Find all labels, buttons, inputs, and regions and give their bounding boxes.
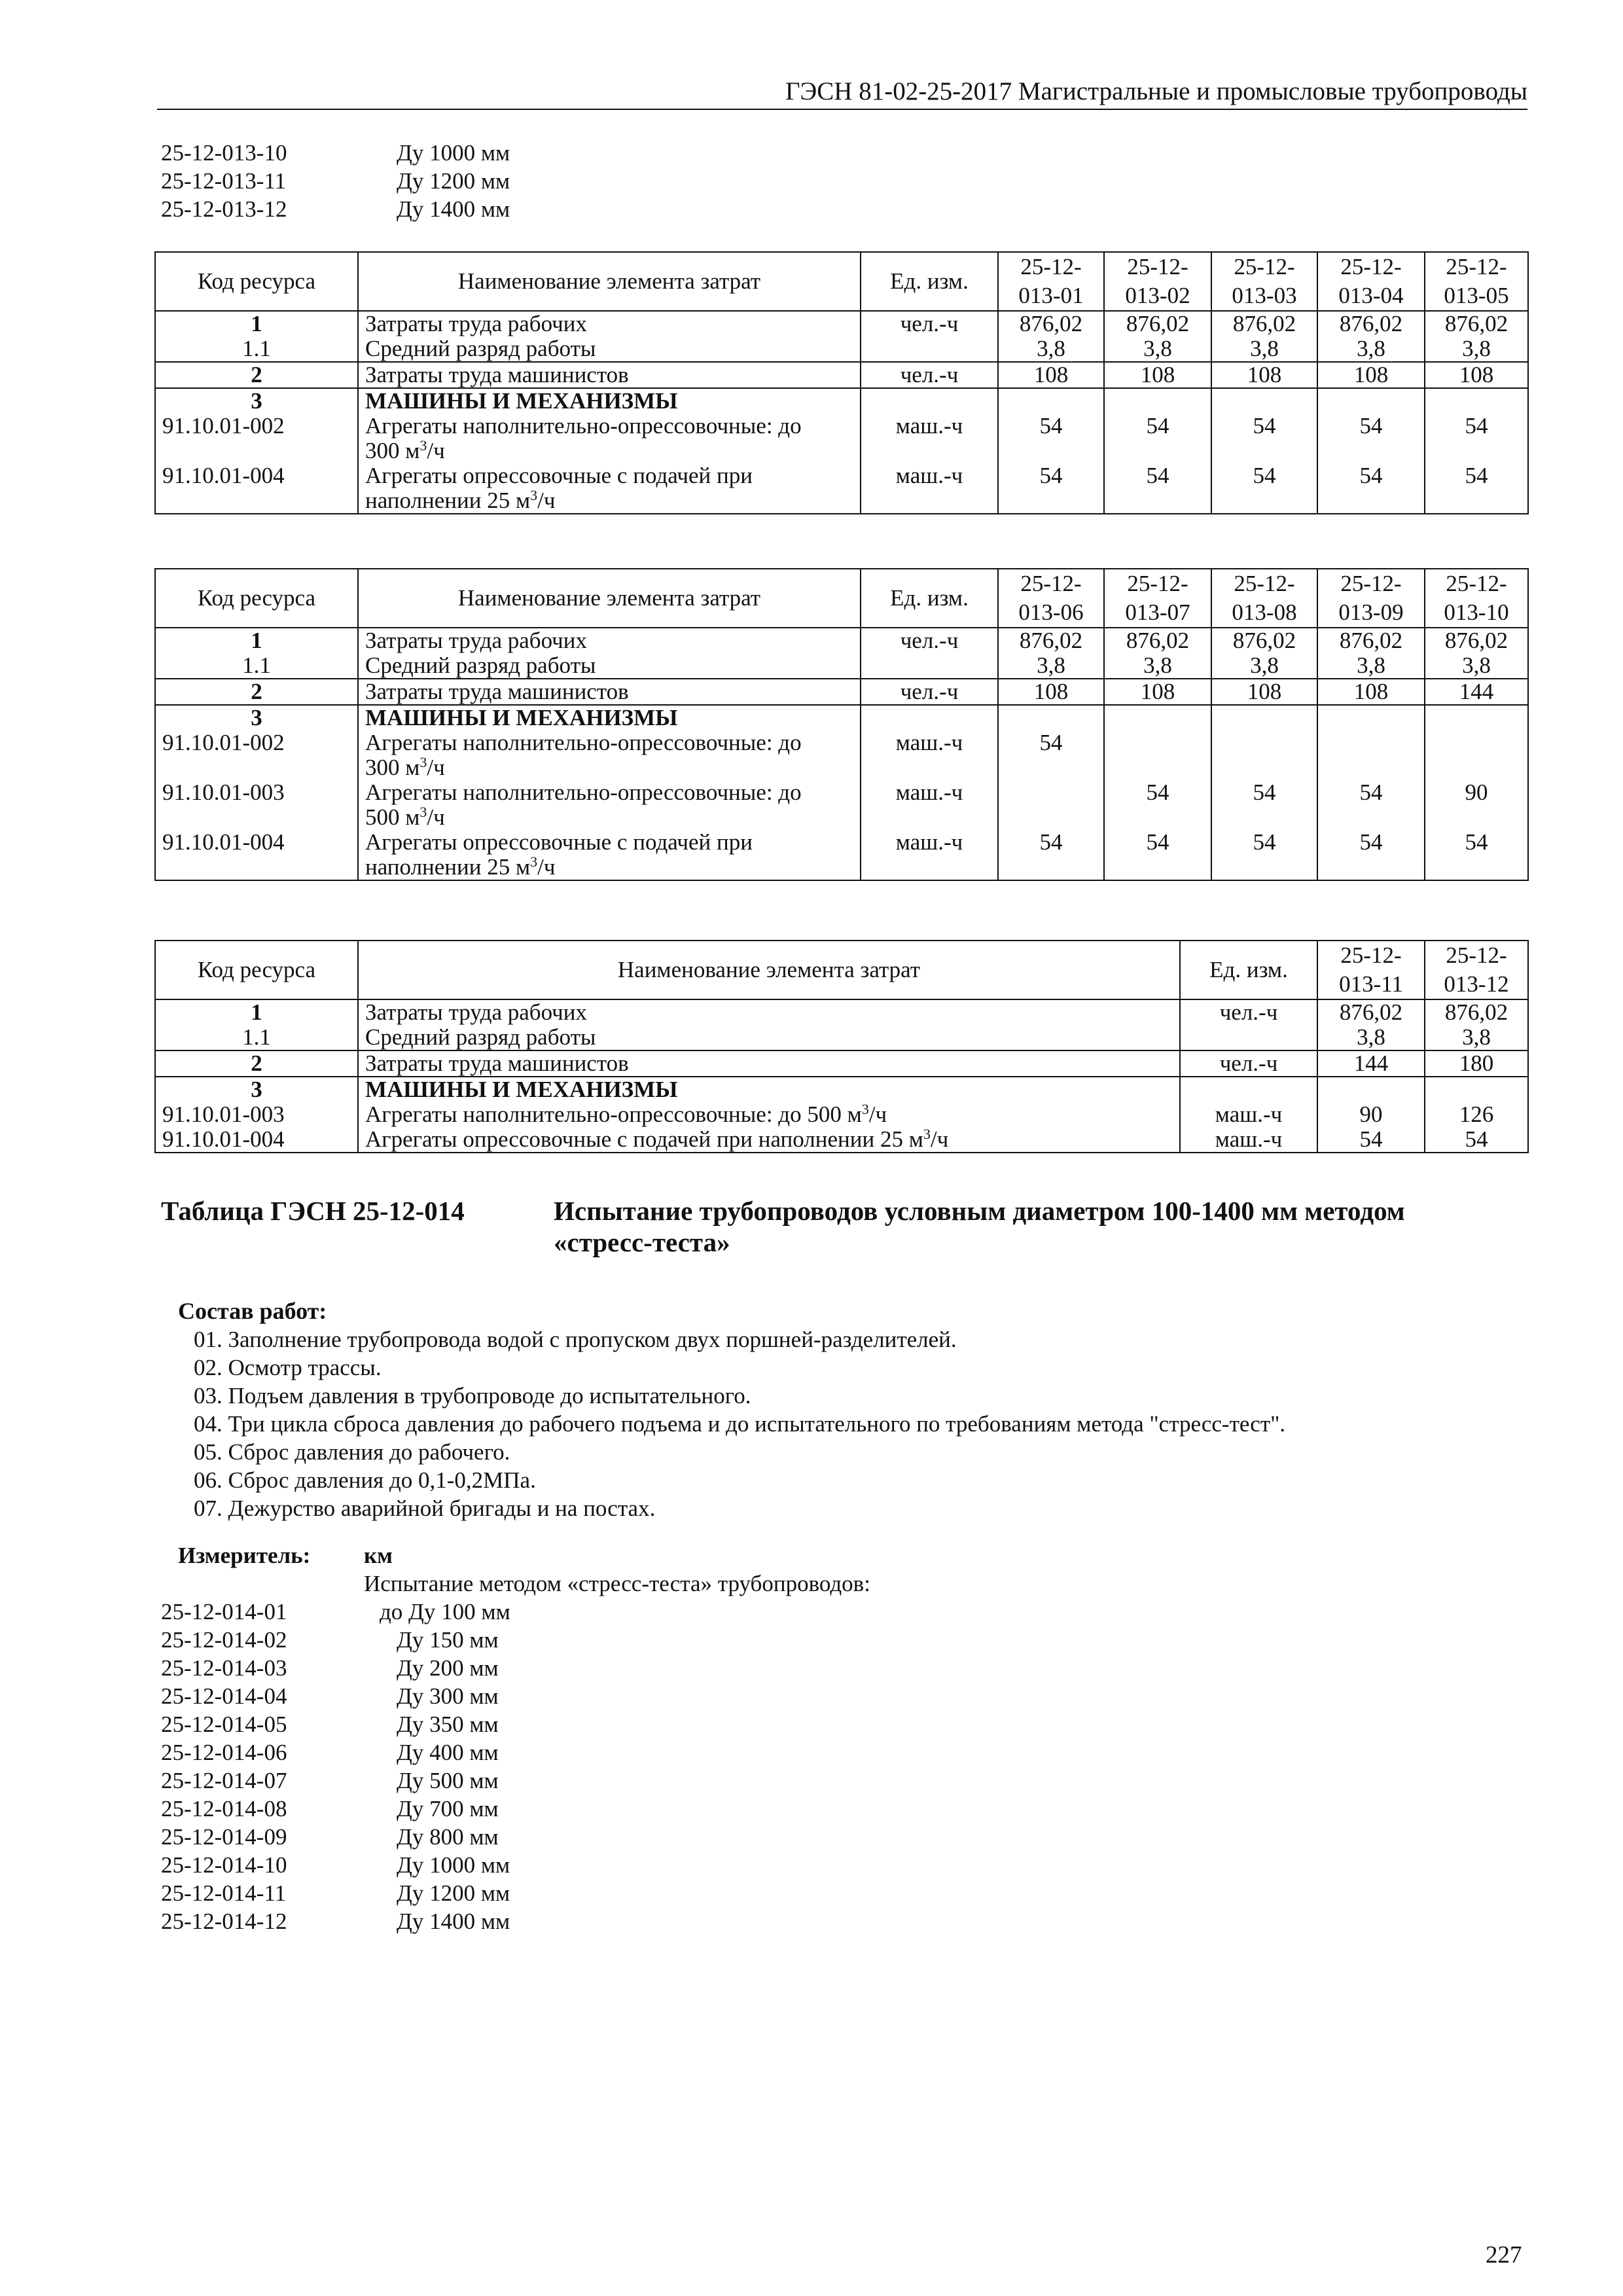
code: 25-12-013-11 <box>161 168 287 194</box>
list-item <box>161 1851 1143 1879</box>
table-cell: 3 <box>155 705 358 730</box>
table-cell <box>1317 730 1425 780</box>
col-header-norm <box>1104 569 1211 628</box>
meter-unit: км <box>364 1543 393 1568</box>
table-cell: 108 <box>1317 362 1425 388</box>
table-cell: 54 <box>1211 414 1317 463</box>
table-cell: 2 <box>155 362 358 388</box>
table-cell: 3,8 <box>998 653 1104 679</box>
table-cell: МАШИНЫ И МЕХАНИЗМЫ <box>358 1077 1180 1102</box>
table-cell: 25-12- <box>1234 254 1295 279</box>
table-title-label: Таблица ГЭСН 25-12-014 <box>161 1196 465 1226</box>
table-cell: 876,02 <box>1317 628 1425 653</box>
list-item <box>161 1767 1143 1795</box>
table-cell: 3 <box>861 1101 869 1117</box>
table-cell: 013-05 <box>1444 283 1509 308</box>
list-item <box>161 1738 1143 1767</box>
table-cell: 25-12- <box>1340 254 1402 279</box>
col-header-norm <box>1317 941 1425 999</box>
table-row <box>155 780 1528 830</box>
table-cell: 013-02 <box>1125 283 1190 308</box>
table-cell: Ду 200 мм <box>397 1655 499 1681</box>
table-cell: 876,02 <box>998 311 1104 336</box>
value: Ду 1400 мм <box>397 196 510 222</box>
table-cell: 25-12-014-03 <box>161 1655 287 1681</box>
table-cell: 25-12-014-10 <box>161 1852 287 1878</box>
col-header-name: Наименование элемента затрат <box>358 941 1180 999</box>
table-cell: Ду 800 мм <box>397 1824 499 1850</box>
table-cell: 1.1 <box>155 653 358 679</box>
table-cell: 91.10.01-004 <box>155 1127 358 1153</box>
table-row <box>155 362 1528 388</box>
table-cell: 013-12 <box>1444 971 1509 997</box>
table-cell: 300 м <box>365 755 420 780</box>
table-cell: /ч <box>537 854 556 880</box>
table-cell: 876,02 <box>1211 311 1317 336</box>
list-item <box>161 1598 1143 1626</box>
value: Ду 1000 мм <box>397 140 510 166</box>
table-row <box>155 653 1528 679</box>
table-cell: 108 <box>1211 362 1317 388</box>
col-header-norm <box>1425 941 1528 999</box>
table-cell: 25-12-014-12 <box>161 1909 287 1934</box>
table-cell: Агрегаты наполнительно-опрессовочные: до <box>365 730 802 755</box>
table-cell: 25-12-014-02 <box>161 1627 287 1653</box>
table-cell: 876,02 <box>1317 311 1425 336</box>
table-cell: Агрегаты опрессовочные с подачей при наполнении 25 м <box>365 1126 923 1152</box>
list-item: 07. Дежурство аварийной бригады и на постах. <box>194 1496 656 1521</box>
table-cell: 013-11 <box>1339 971 1403 997</box>
table-cell: 25-12- <box>1127 254 1188 279</box>
table-cell: 500 м <box>365 804 420 830</box>
table-cell: Затраты труда машинистов <box>358 362 861 388</box>
table-cell: 54 <box>1317 780 1425 830</box>
table-cell: 144 <box>1425 679 1528 705</box>
table-cell: маш.-ч <box>861 830 998 880</box>
meter-row <box>161 1541 1143 1570</box>
table-cell: 3 <box>155 388 358 414</box>
table-cell: 876,02 <box>998 628 1104 653</box>
col-header-norm <box>1211 252 1317 311</box>
table-cell: Ду 1200 мм <box>397 1880 510 1906</box>
col-header-name: Наименование элемента затрат <box>358 252 861 311</box>
resource-table-1 <box>154 251 1529 514</box>
table-cell: 91.10.01-004 <box>155 463 358 514</box>
list-item <box>161 1682 1143 1710</box>
table-cell: маш.-ч <box>861 780 998 830</box>
table-cell: 25-12- <box>1446 571 1507 596</box>
list-item: 06. Сброс давления до 0,1-0,2МПа. <box>194 1467 536 1493</box>
table-cell: 3,8 <box>1104 653 1211 679</box>
table-row <box>155 1127 1528 1153</box>
table-cell: 876,02 <box>1211 628 1317 653</box>
table-cell: 876,02 <box>1425 311 1528 336</box>
table-cell: Затраты труда рабочих <box>358 311 861 336</box>
table-row <box>155 463 1528 514</box>
table-cell: 25-12- <box>1234 571 1295 596</box>
table-cell: 54 <box>1425 463 1528 514</box>
table-cell: 3,8 <box>998 336 1104 362</box>
table-cell: наполнении 25 м <box>365 488 531 513</box>
table-cell: 3 <box>419 754 427 770</box>
table-cell: /ч <box>868 1102 887 1127</box>
table-cell: 25-12-014-07 <box>161 1768 287 1793</box>
col-header-norm <box>1425 569 1528 628</box>
table-cell: 54 <box>1211 463 1317 514</box>
table-cell: Агрегаты наполнительно-опрессовочные: до <box>365 413 802 439</box>
table-cell: 013-07 <box>1125 600 1190 625</box>
meter-desc-row <box>161 1570 1143 1598</box>
table-cell: Агрегаты наполнительно-опрессовочные: до 500 м <box>365 1102 862 1127</box>
table-cell: 013-10 <box>1444 600 1509 625</box>
table-cell: маш.-ч <box>861 730 998 780</box>
table-cell: 108 <box>998 362 1104 388</box>
table-cell: МАШИНЫ И МЕХАНИЗМЫ <box>358 388 861 414</box>
table-row <box>155 999 1528 1025</box>
table-cell: 3,8 <box>1425 1025 1528 1050</box>
table-cell: 25-12- <box>1446 942 1507 968</box>
table-cell: Ду 700 мм <box>397 1796 499 1821</box>
table-cell: 013-06 <box>1018 600 1084 625</box>
table-cell: 2 <box>155 679 358 705</box>
table-cell <box>1211 730 1317 780</box>
table-cell: /ч <box>427 755 445 780</box>
table-cell: Ду 1400 мм <box>397 1909 510 1934</box>
table-cell: 2 <box>155 1050 358 1077</box>
table-cell: 876,02 <box>1104 628 1211 653</box>
table-cell: Средний разряд работы <box>358 336 861 362</box>
list-item <box>161 1654 1143 1682</box>
table-cell: /ч <box>930 1126 949 1152</box>
table-cell: 54 <box>1104 414 1211 463</box>
table-row <box>155 414 1528 463</box>
table-cell: чел.-ч <box>861 628 998 653</box>
table-cell: 25-12-014-11 <box>161 1880 287 1906</box>
table-cell: 91.10.01-002 <box>155 730 358 780</box>
table-row <box>155 388 1528 414</box>
table-cell: Ду 500 мм <box>397 1768 499 1793</box>
table-cell: 54 <box>1104 780 1211 830</box>
col-header-code: Код ресурса <box>155 941 358 999</box>
table-cell: чел.-ч <box>861 679 998 705</box>
table-cell: Ду 400 мм <box>397 1740 499 1765</box>
table-cell: 54 <box>998 730 1104 780</box>
table-title-text: Испытание трубопроводов условным диаметром 100-1400 мм методом «стресс-теста» <box>554 1196 1405 1257</box>
table-cell: 013-01 <box>1018 283 1084 308</box>
meter-label: Измеритель: <box>178 1543 311 1568</box>
table-cell: Агрегаты опрессовочные с подачей при <box>365 463 753 488</box>
meter-desc: Испытание методом «стресс-теста» трубопроводов: <box>364 1571 870 1596</box>
table-cell: 54 <box>1425 830 1528 880</box>
table-cell: маш.-ч <box>861 463 998 514</box>
table-cell: Агрегаты наполнительно-опрессовочные: до <box>365 780 802 805</box>
page-number: 227 <box>1486 2242 1522 2269</box>
table-header <box>155 941 1528 999</box>
table-cell: 54 <box>1425 1127 1528 1153</box>
table-row <box>155 730 1528 780</box>
table-cell: 013-03 <box>1232 283 1297 308</box>
table-cell: 876,02 <box>1104 311 1211 336</box>
table-cell: 25-12-014-04 <box>161 1683 287 1709</box>
table-cell: 25-12- <box>1020 254 1082 279</box>
table-cell: 1 <box>155 628 358 653</box>
table-row <box>155 830 1528 880</box>
table-cell: Затраты труда машинистов <box>358 1050 1180 1077</box>
col-header-norm <box>1211 569 1317 628</box>
value: Ду 1200 мм <box>397 168 510 194</box>
table-title <box>161 1195 1535 1258</box>
table-row <box>155 1050 1528 1077</box>
list-item <box>161 1907 1143 1935</box>
list-item <box>161 167 510 195</box>
top-code-list <box>161 139 510 223</box>
table-cell: 54 <box>998 463 1104 514</box>
table-cell: Затраты труда рабочих <box>358 628 861 653</box>
list-item: 05. Сброс давления до рабочего. <box>194 1439 510 1465</box>
list-item <box>161 1626 1143 1654</box>
code: 25-12-013-12 <box>161 196 287 222</box>
table-row <box>155 1102 1528 1127</box>
table-cell: 876,02 <box>1425 999 1528 1025</box>
table-row <box>155 336 1528 362</box>
table-cell: 3,8 <box>1104 336 1211 362</box>
table-cell: Ду 350 мм <box>397 1712 499 1737</box>
table-cell: 25-12- <box>1340 942 1402 968</box>
table-cell: 144 <box>1317 1050 1425 1077</box>
table-cell: 1.1 <box>155 336 358 362</box>
col-header-norm <box>1317 569 1425 628</box>
table-cell: Затраты труда рабочих <box>358 999 1180 1025</box>
col-header-norm <box>998 252 1104 311</box>
col-header-unit: Ед. изм. <box>1180 941 1317 999</box>
col-header-unit: Ед. изм. <box>861 252 998 311</box>
table-cell: 3 <box>530 487 538 503</box>
table-cell: 1.1 <box>155 1025 358 1050</box>
table-cell: 54 <box>1211 830 1317 880</box>
table-cell: 54 <box>1317 463 1425 514</box>
table-cell: 25-12-014-01 <box>161 1599 287 1624</box>
table-cell: 91.10.01-004 <box>155 830 358 880</box>
table-cell: 3,8 <box>1211 653 1317 679</box>
table-cell: 3 <box>530 853 538 870</box>
table-cell: чел.-ч <box>1180 999 1317 1025</box>
running-header <box>157 77 1527 110</box>
table-row <box>155 679 1528 705</box>
table-cell <box>1425 730 1528 780</box>
table-cell: 108 <box>1317 679 1425 705</box>
table-row <box>155 1077 1528 1102</box>
table-cell: чел.-ч <box>861 362 998 388</box>
table-cell: 25-12-014-09 <box>161 1824 287 1850</box>
list-item <box>161 1710 1143 1738</box>
table-cell: 1 <box>155 999 358 1025</box>
table-cell: Средний разряд работы <box>358 1025 1180 1050</box>
list-item <box>161 1823 1143 1851</box>
table-cell: наполнении 25 м <box>365 854 531 880</box>
table-cell: 3,8 <box>1317 653 1425 679</box>
table-cell: маш.-ч <box>1180 1127 1317 1153</box>
table-header <box>155 252 1528 311</box>
resource-table-3 <box>154 940 1529 1153</box>
table-cell: /ч <box>537 488 556 513</box>
table-cell: 1 <box>155 311 358 336</box>
table-cell: Затраты труда машинистов <box>358 679 861 705</box>
table-cell: маш.-ч <box>1180 1102 1317 1127</box>
table-cell: 54 <box>1211 780 1317 830</box>
col-header-norm <box>1425 252 1528 311</box>
col-header-code: Код ресурса <box>155 569 358 628</box>
table-cell: 108 <box>1104 362 1211 388</box>
table-cell: 54 <box>1317 1127 1425 1153</box>
work-composition <box>178 1297 1285 1522</box>
table-cell: 108 <box>1211 679 1317 705</box>
table-cell: 3,8 <box>1425 653 1528 679</box>
table-row <box>155 1025 1528 1050</box>
table-cell: чел.-ч <box>1180 1050 1317 1077</box>
col-header-norm <box>1317 252 1425 311</box>
table-cell: 126 <box>1425 1102 1528 1127</box>
table-cell: 013-09 <box>1338 600 1404 625</box>
table-cell: 25-12-014-05 <box>161 1712 287 1737</box>
table-cell: 90 <box>1425 780 1528 830</box>
list-item <box>161 1795 1143 1823</box>
list-item <box>161 1879 1143 1907</box>
table-cell: 54 <box>998 414 1104 463</box>
resource-table-2 <box>154 568 1529 881</box>
table-cell: Ду 300 мм <box>397 1683 499 1709</box>
col-header-unit: Ед. изм. <box>861 569 998 628</box>
table-cell: Ду 150 мм <box>397 1627 499 1653</box>
list-item <box>161 139 510 167</box>
col-header-norm <box>998 569 1104 628</box>
meter-section <box>161 1541 1143 1935</box>
table-cell: 25-12- <box>1020 571 1082 596</box>
table-row <box>155 628 1528 653</box>
table-cell: 54 <box>1104 463 1211 514</box>
table-cell: Агрегаты опрессовочные с подачей при <box>365 829 753 855</box>
table-row <box>155 311 1528 336</box>
table-cell: 3 <box>155 1077 358 1102</box>
table-cell: 3,8 <box>1211 336 1317 362</box>
table-cell: /ч <box>427 438 445 463</box>
work-heading: Состав работ: <box>178 1298 327 1324</box>
table-cell: 108 <box>1425 362 1528 388</box>
table-cell: 54 <box>1317 830 1425 880</box>
table-cell <box>1104 730 1211 780</box>
table-cell: до Ду 100 мм <box>380 1599 510 1624</box>
table-cell: 3,8 <box>1317 1025 1425 1050</box>
table-cell: 54 <box>998 830 1104 880</box>
table-cell: чел.-ч <box>861 311 998 336</box>
col-header-code: Код ресурса <box>155 252 358 311</box>
table-cell: Ду 1000 мм <box>397 1852 510 1878</box>
table-cell: 25-12- <box>1340 571 1402 596</box>
list-item: 02. Осмотр трассы. <box>194 1355 382 1380</box>
table-cell: 3 <box>923 1126 931 1142</box>
table-cell: 013-04 <box>1338 283 1404 308</box>
table-cell: 300 м <box>365 438 420 463</box>
table-cell: 3,8 <box>1425 336 1528 362</box>
table-cell: Средний разряд работы <box>358 653 861 679</box>
header-title: ГЭСН 81-02-25-2017 Магистральные и промысловые трубопроводы <box>785 77 1527 105</box>
table-cell: 54 <box>1317 414 1425 463</box>
table-cell: 90 <box>1317 1102 1425 1127</box>
table-cell: 013-08 <box>1232 600 1297 625</box>
table-cell: 108 <box>1104 679 1211 705</box>
table-cell: 25-12- <box>1446 254 1507 279</box>
table-cell: 91.10.01-003 <box>155 1102 358 1127</box>
col-header-norm <box>1104 252 1211 311</box>
table-row <box>155 705 1528 730</box>
code: 25-12-013-10 <box>161 140 287 166</box>
table-cell: 25-12-014-06 <box>161 1740 287 1765</box>
table-cell: 3 <box>419 804 427 820</box>
table-cell: 91.10.01-003 <box>155 780 358 830</box>
table-cell: 91.10.01-002 <box>155 414 358 463</box>
table-cell: 108 <box>998 679 1104 705</box>
table-cell: 25-12- <box>1127 571 1188 596</box>
table-cell: 876,02 <box>1317 999 1425 1025</box>
table-cell: 25-12-014-08 <box>161 1796 287 1821</box>
list-item <box>161 195 510 223</box>
table-cell: 3 <box>419 437 427 454</box>
col-header-name: Наименование элемента затрат <box>358 569 861 628</box>
table-cell: /ч <box>427 804 445 830</box>
table-cell <box>998 780 1104 830</box>
table-cell: 54 <box>1425 414 1528 463</box>
list-item: 03. Подъем давления в трубопроводе до испытательного. <box>194 1383 751 1408</box>
table-header <box>155 569 1528 628</box>
table-cell: МАШИНЫ И МЕХАНИЗМЫ <box>358 705 861 730</box>
table-cell: 3,8 <box>1317 336 1425 362</box>
table-cell: 180 <box>1425 1050 1528 1077</box>
table-cell: 876,02 <box>1425 628 1528 653</box>
list-item: 01. Заполнение трубопровода водой с пропуском двух поршней-разделителей. <box>194 1327 957 1352</box>
table-cell: маш.-ч <box>861 414 998 463</box>
list-item: 04. Три цикла сброса давления до рабочего подъема и до испытательного по требованиям метода "стресс-тест". <box>194 1411 1286 1437</box>
table-cell: 54 <box>1104 830 1211 880</box>
